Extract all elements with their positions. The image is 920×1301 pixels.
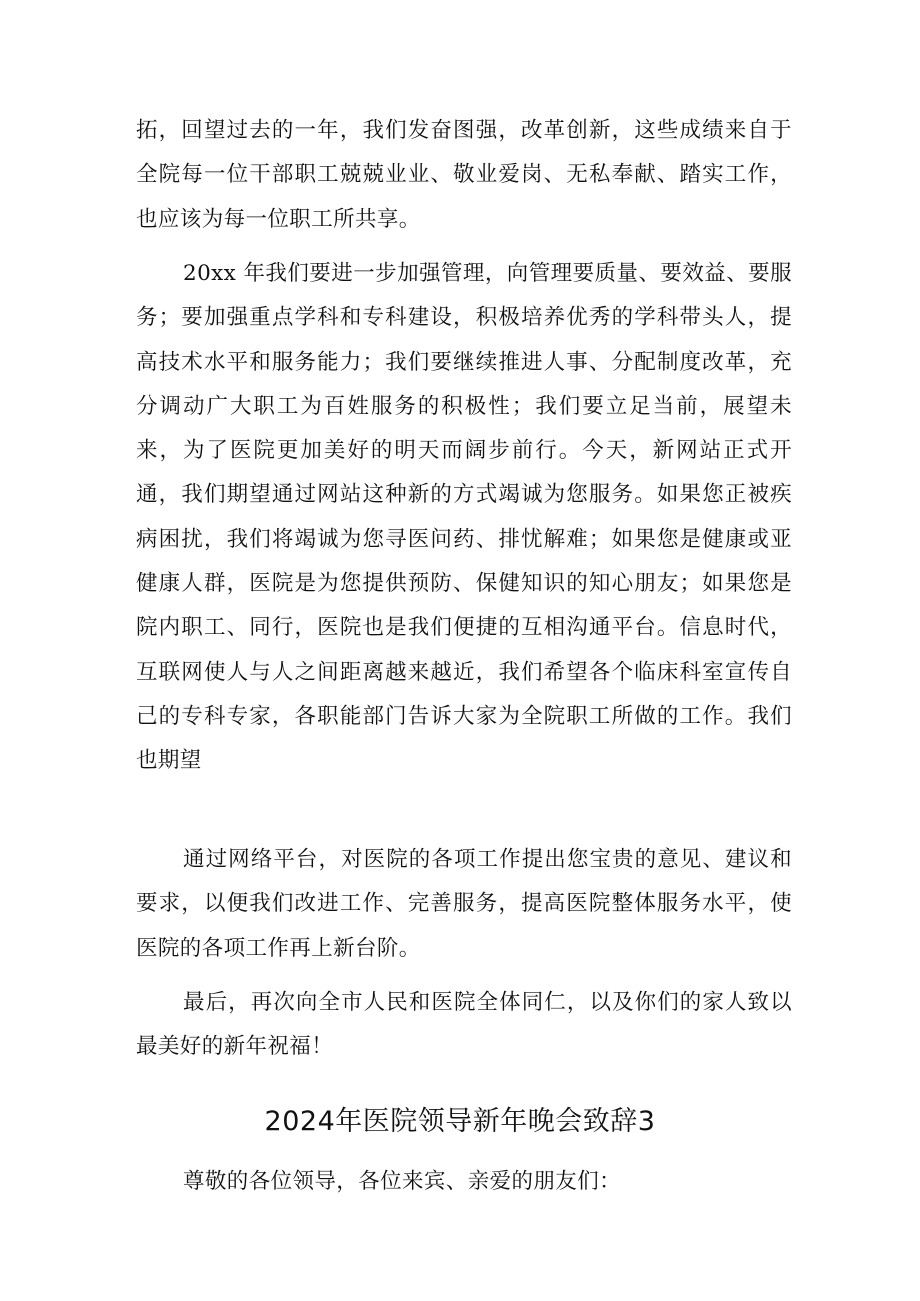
paragraph-plans: [136, 252, 792, 784]
section-heading: 2024年医院领导新年晚会致辞3: [264, 1106, 656, 1137]
paragraph-text: 20xx 年我们要进一步加强管理，向管理要质量、要效益、要服务；要加强重点学科和专科建设，积极培养优秀的学科带头人，提高技术水平和服务能力；我们要继续推进人事、分配制度改革，充分调动广大职工为百姓服务的积极性；我们要立足当前，展望未来，为了医院更加美好的明天而阔步前行。今天，新网站正式开通，我们期望通过网站这种新的方式竭诚为您服务。如果您正被疾病困扰，我们将竭诚为您寻医问药、排忧解难；如果您是健康或亚健康人群，医院是为您提供预防、保健知识的知心朋友；如果您是院内职工、同行，医院也是我们便捷的互相沟通平台。信息时代，互联网使人与人之间距离越来越近，我们希望各个临床科室宣传自己的专科专家，各职能部门告诉大家为全院职工所做的工作。我们也期望: [136, 261, 792, 774]
salutation-text: 尊敬的各位领导，各位来宾、亲爱的朋友们：: [183, 1169, 622, 1194]
paragraph-closing-wishes: [136, 981, 792, 1070]
salutation: [136, 1160, 792, 1204]
paragraph-network-platform: [136, 838, 792, 971]
paragraph-continuation: [136, 109, 792, 242]
paragraph-text: 拓，回望过去的一年，我们发奋图强，改革创新，这些成绩来自于全院每一位干部职工兢兢业业、敬业爱岗、无私奉献、踏实工作，也应该为每一位职工所共享。: [136, 118, 792, 232]
paragraph-text: 通过网络平台，对医院的各项工作提出您宝贵的意见、建议和要求，以便我们改进工作、完善服务，提高医院整体服务水平，使医院的各项工作再上新台阶。: [136, 847, 792, 961]
paragraph-text: 最后，再次向全市人民和医院全体同仁，以及你们的家人致以最美好的新年祝福！: [136, 990, 792, 1060]
